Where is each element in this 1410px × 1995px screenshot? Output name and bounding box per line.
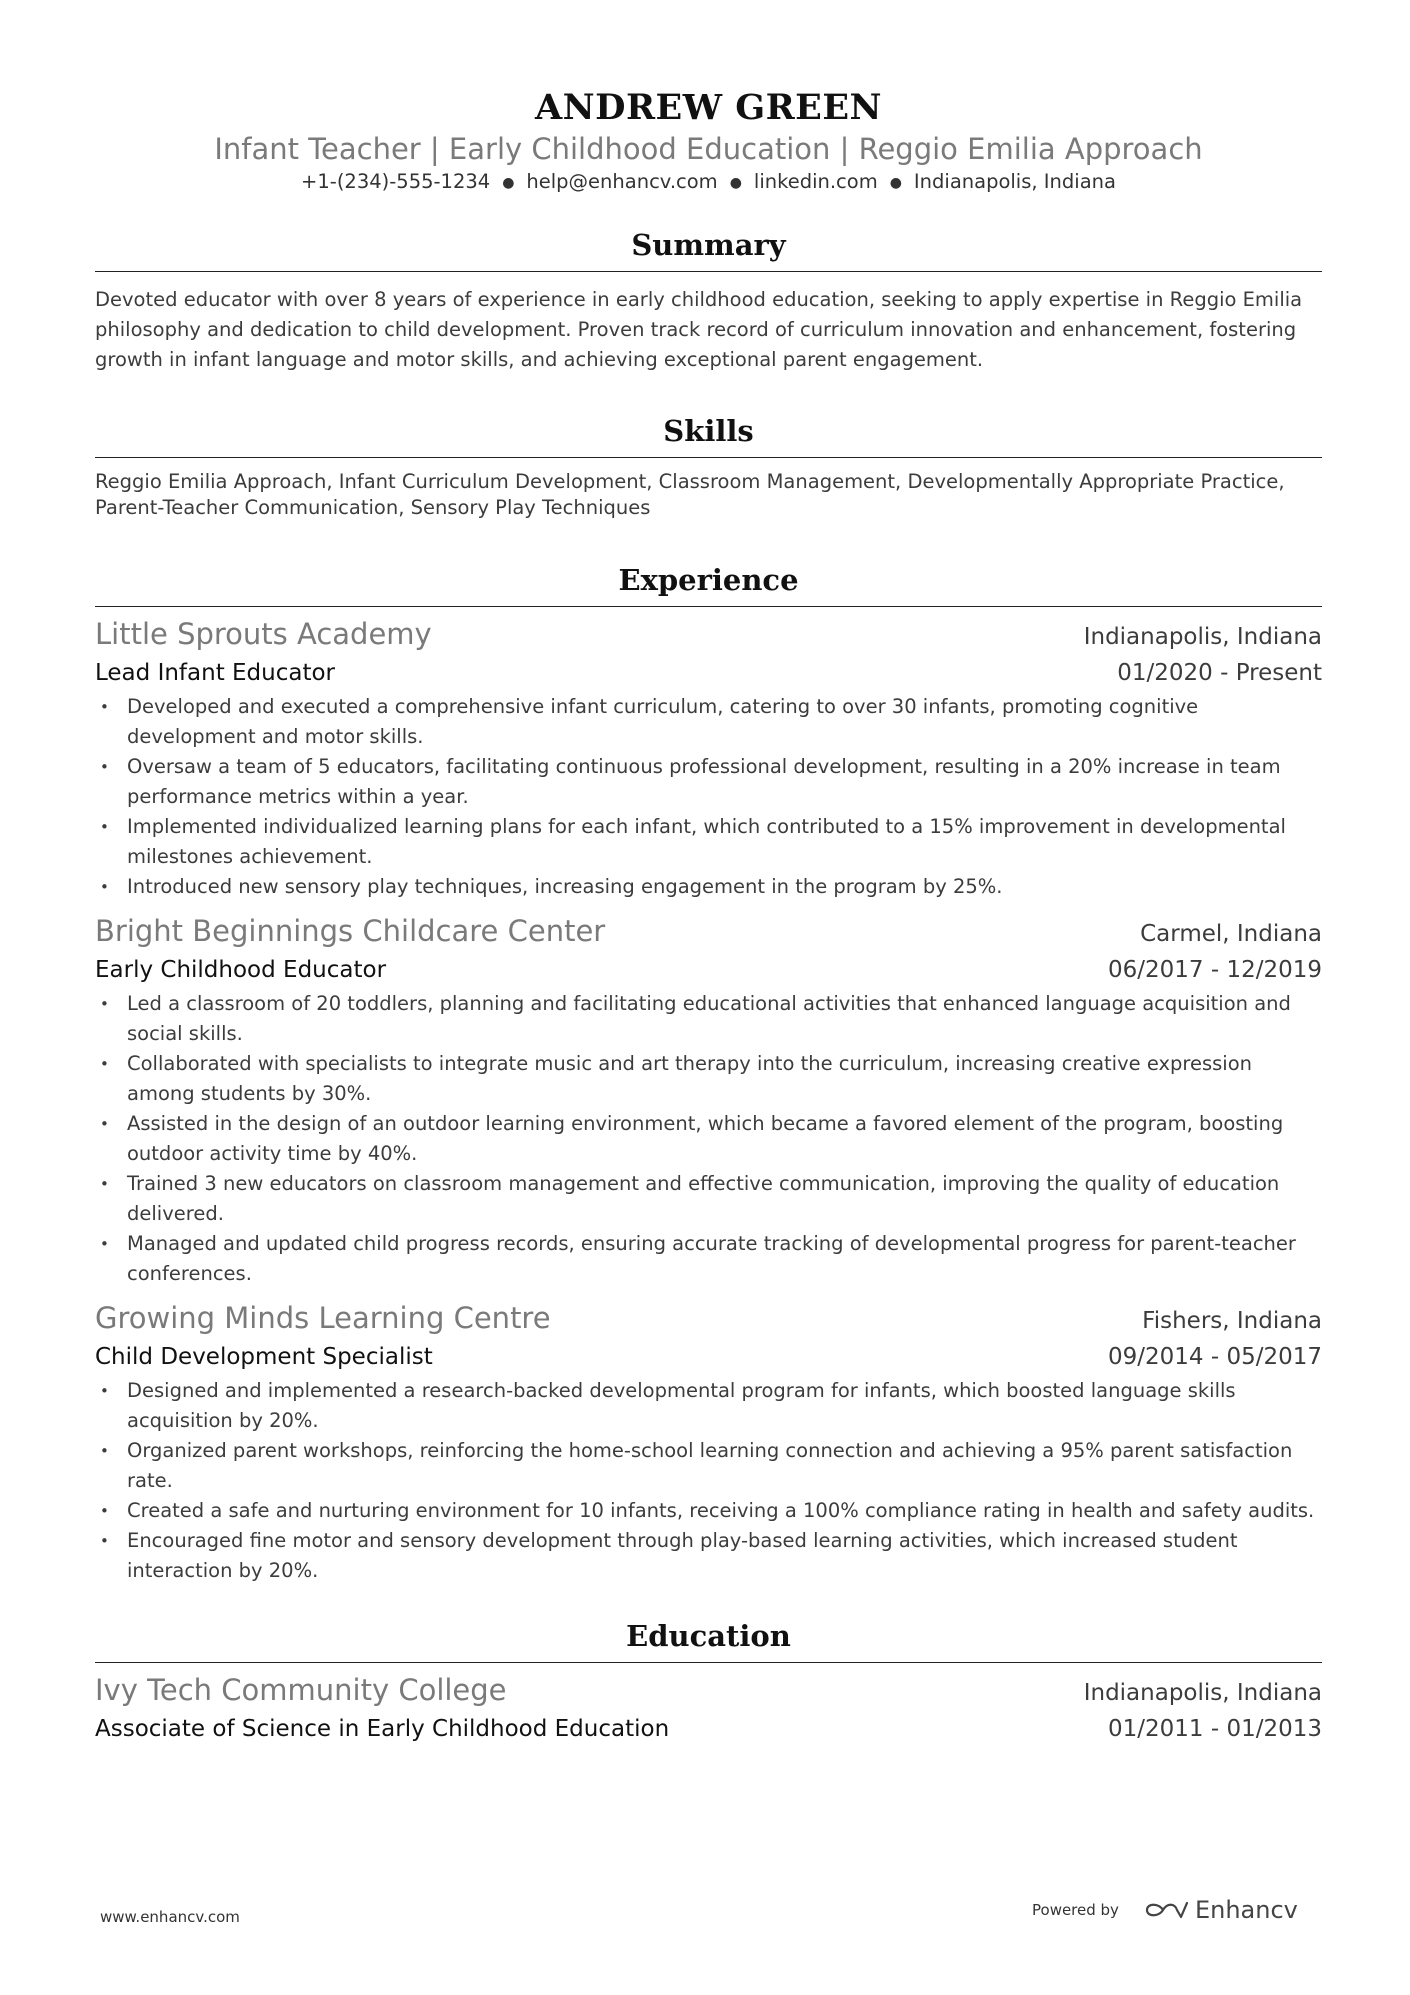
job-dates: 09/2014 - 05/2017 bbox=[1107, 1343, 1322, 1370]
section-title-experience: Experience bbox=[618, 562, 799, 597]
job-entry bbox=[95, 1299, 1322, 1586]
job-company: Bright Beginnings Childcare Center bbox=[95, 913, 606, 948]
brand-name: Enhancv bbox=[1194, 1896, 1298, 1924]
school-location: Indianapolis, Indiana bbox=[1083, 1679, 1322, 1706]
brand-link[interactable] bbox=[1143, 1896, 1298, 1924]
job-dates: 06/2017 - 12/2019 bbox=[1107, 956, 1322, 983]
powered-by-label: Powered by bbox=[1032, 1901, 1119, 1919]
job-dates: 01/2020 - Present bbox=[1117, 659, 1322, 686]
bullet-item: • Organized parent workshops, reinforcing the home-school learning connection and achieving a 95% parent satisfaction rate. bbox=[95, 1436, 1322, 1496]
bullet-item: • Collaborated with specialists to integrate music and art therapy into the curriculum, increasing creative expression among students by 30%. bbox=[95, 1049, 1322, 1109]
job-bullets bbox=[95, 989, 1322, 1289]
bullet-item: • Introduced new sensory play techniques, increasing engagement in the program by 25%. bbox=[95, 872, 1322, 902]
headline: Infant Teacher | Early Childhood Education | Reggio Emilia Approach bbox=[214, 132, 1203, 166]
education-dates: 01/2011 - 01/2013 bbox=[1107, 1715, 1322, 1742]
job-role: Child Development Specialist bbox=[95, 1343, 433, 1370]
degree: Associate of Science in Early Childhood Education bbox=[95, 1715, 670, 1742]
job-entry bbox=[95, 615, 1322, 902]
education-section bbox=[95, 1616, 1322, 1746]
section-title-education: Education bbox=[626, 1618, 791, 1653]
job-location: Indianapolis, Indiana bbox=[1083, 623, 1322, 650]
bullet-item: • Trained 3 new educators on classroom management and effective communication, improving the quality of education delivered. bbox=[95, 1169, 1322, 1229]
bullet-item: • Led a classroom of 20 toddlers, planning and facilitating educational activities that enhanced language acquisition and social skills. bbox=[95, 989, 1322, 1049]
bullet-item: • Created a safe and nurturing environment for 10 infants, receiving a 100% compliance rating in health and safety audits. bbox=[95, 1496, 1322, 1526]
separator-dot: ● bbox=[889, 174, 902, 191]
phone[interactable]: +1-(234)-555-1234 bbox=[301, 170, 491, 193]
section-title-skills: Skills bbox=[663, 413, 754, 448]
footer-branding bbox=[1032, 1896, 1298, 1924]
resume-page bbox=[95, 0, 1322, 1746]
bullet-item: • Managed and updated child progress records, ensuring accurate tracking of developmental progress for parent-teacher conferences. bbox=[95, 1229, 1322, 1289]
separator-dot: ● bbox=[502, 174, 515, 191]
job-location: Carmel, Indiana bbox=[1140, 920, 1322, 947]
job-company: Little Sprouts Academy bbox=[95, 616, 432, 651]
bullet-item: • Developed and executed a comprehensive infant curriculum, catering to over 30 infants, promoting cognitive development and motor skills. bbox=[95, 692, 1322, 752]
job-role: Lead Infant Educator bbox=[95, 659, 336, 686]
job-company: Growing Minds Learning Centre bbox=[95, 1300, 551, 1335]
job-bullets bbox=[95, 692, 1322, 902]
bullet-item: • Encouraged fine motor and sensory development through play-based learning activities, which increased student interaction by 20%. bbox=[95, 1526, 1322, 1586]
skills-text: Reggio Emilia Approach, Infant Curriculum Development, Classroom Management, Developmentally Appropriate Practice, Parent-Teacher Communication, Sensory Play Techniques bbox=[95, 469, 1285, 519]
contact-line bbox=[95, 168, 1322, 197]
bullet-item: • Implemented individualized learning plans for each infant, which contributed to a 15% improvement in developmental milestones achievement. bbox=[95, 812, 1322, 872]
email[interactable]: help@enhancv.com bbox=[526, 170, 718, 193]
bullet-item: • Oversaw a team of 5 educators, facilitating continuous professional development, resulting in a 20% increase in team performance metrics within a year. bbox=[95, 752, 1322, 812]
bullet-item: • Designed and implemented a research-backed developmental program for infants, which boosted language skills acquisition by 20%. bbox=[95, 1376, 1322, 1436]
section-divider bbox=[95, 457, 1322, 458]
enhancv-logo-icon bbox=[1143, 1899, 1189, 1921]
section-divider bbox=[95, 606, 1322, 607]
candidate-name: ANDREW GREEN bbox=[534, 87, 883, 128]
location: Indianapolis, Indiana bbox=[913, 170, 1116, 193]
experience-section bbox=[95, 560, 1322, 1586]
education-entry bbox=[95, 1671, 1322, 1746]
section-divider bbox=[95, 271, 1322, 272]
job-location: Fishers, Indiana bbox=[1142, 1307, 1322, 1334]
summary-section bbox=[95, 225, 1322, 375]
linkedin[interactable]: linkedin.com bbox=[753, 170, 878, 193]
job-role: Early Childhood Educator bbox=[95, 956, 387, 983]
bullet-item: • Assisted in the design of an outdoor learning environment, which became a favored element of the program, boosting outdoor activity time by 40%. bbox=[95, 1109, 1322, 1169]
job-bullets bbox=[95, 1376, 1322, 1586]
separator-dot: ● bbox=[729, 174, 742, 191]
school-name: Ivy Tech Community College bbox=[95, 1672, 507, 1707]
section-divider bbox=[95, 1662, 1322, 1663]
footer-website[interactable]: www.enhancv.com bbox=[100, 1908, 240, 1926]
section-title-summary: Summary bbox=[631, 227, 786, 262]
skills-section bbox=[95, 411, 1322, 522]
summary-text: Devoted educator with over 8 years of experience in early childhood education, seeking to apply expertise in Reggio Emilia philosophy and dedication to child development. Proven track record of curriculum innovation and enhancement, fostering growth in infant language and motor skills, and achieving exceptional parent engagement. bbox=[95, 287, 1303, 371]
job-entry bbox=[95, 912, 1322, 1289]
